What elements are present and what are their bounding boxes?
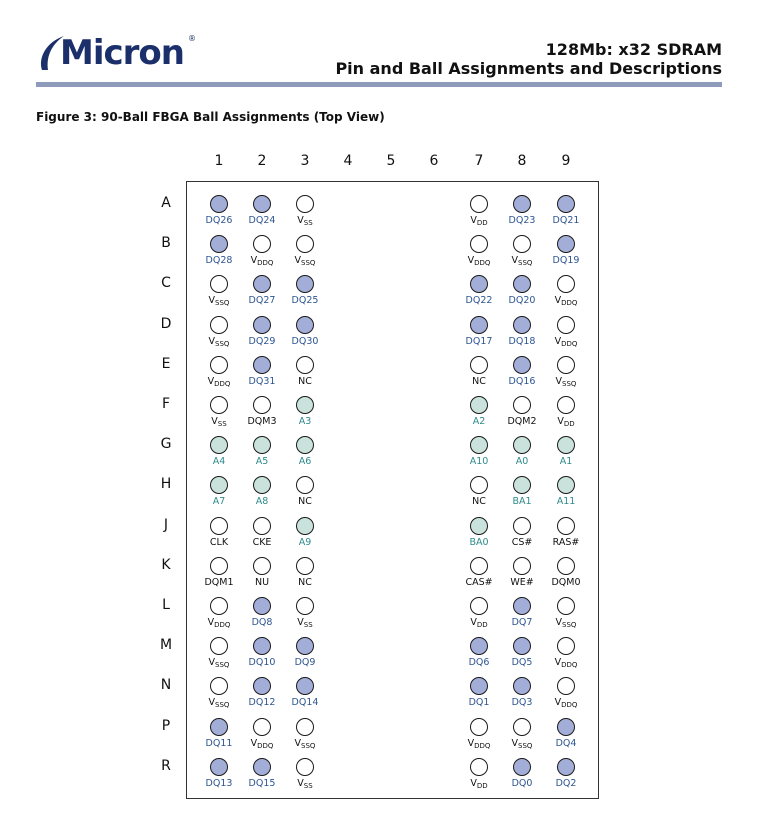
ball-signal-label: $V_{SSQ}$ [511,255,533,268]
row-label-E: E [161,355,171,372]
ball-signal-label: DQ6 [468,657,490,669]
ball-signal-label: $V_{DDQ}$ [554,295,578,308]
ball-signal-label: DQ24 [248,215,276,226]
ball-signal-label: DQ10 [248,657,276,669]
column-label-6: 6 [429,153,439,169]
ball-signal-label: DQ3 [511,697,533,709]
ball-signal-label: $V_{SSQ}$ [511,737,533,750]
ball-L8 [513,597,531,615]
ball-signal-label: $V_{SSQ}$ [208,335,230,348]
ball-signal-label: $V_{SSQ}$ [294,737,316,750]
ball-D8 [513,316,531,334]
ball-K3 [296,557,314,575]
column-label-5: 5 [386,153,396,169]
row-label-N: N [160,677,172,694]
ball-D1 [210,316,228,334]
ball-F3 [296,396,314,414]
ball-signal-label: DQ4 [555,737,577,749]
row-label-G: G [160,436,172,453]
ball-R8 [513,758,531,776]
ball-signal-label: $V_{DDQ}$ [467,255,491,268]
row-label-D: D [160,315,172,332]
row-label-P: P [161,717,171,734]
ball-E9 [557,356,575,374]
row-label-A: A [161,195,171,211]
ball-R2 [253,758,271,776]
ball-E8 [513,356,531,374]
column-label-8: 8 [517,153,527,169]
ball-signal-label: $V_{DDQ}$ [207,617,231,629]
ball-signal-label: A5 [255,456,269,468]
ball-signal-label: DQ13 [205,777,233,789]
ball-signal-label: $V_{SS}$ [211,416,227,428]
ball-signal-label: DQ20 [508,295,536,307]
ball-F1 [210,396,228,414]
ball-signal-label: A2 [472,416,486,427]
ball-A9 [557,195,575,213]
ball-P1 [210,718,228,736]
ball-signal-label: $V_{DDQ}$ [250,737,274,750]
ball-K8 [513,557,531,575]
row-label-C: C [161,275,171,292]
ball-signal-label: DQ22 [465,295,493,307]
ball-signal-label: DQ19 [552,255,580,267]
ball-K7 [470,557,488,575]
ball-signal-label: A11 [556,496,576,508]
ball-D9 [557,316,575,334]
ball-signal-label: NC [472,375,486,387]
ball-signal-label: DQ30 [291,335,319,347]
ball-R7 [470,758,488,776]
row-label-B: B [161,235,171,252]
ball-signal-label: NC [298,375,312,387]
ball-signal-label: WE# [510,576,534,588]
ball-signal-label: DQM1 [204,576,234,588]
ball-signal-label: DQ27 [248,295,276,307]
header-rule [36,82,722,87]
header-title-line1: 128Mb: x32 SDRAM [545,40,722,59]
column-label-7: 7 [474,153,484,169]
ball-signal-label: $V_{SSQ}$ [208,295,230,308]
ball-signal-label: DQ1 [468,697,490,709]
ball-J7 [470,517,488,535]
column-label-2: 2 [257,153,267,169]
ball-signal-label: DQ0 [511,777,533,789]
ball-signal-label: DQ25 [291,295,319,307]
ball-L9 [557,597,575,615]
ball-P8 [513,718,531,736]
ball-E1 [210,356,228,374]
ball-signal-label: DQ8 [251,617,273,628]
ball-signal-label: $V_{DD}$ [557,416,575,428]
ball-signal-label: $V_{DDQ}$ [207,375,231,388]
ball-E7 [470,356,488,374]
ball-J1 [210,517,228,535]
ball-F9 [557,396,575,414]
ball-signal-label: DQ12 [248,697,276,709]
registered-mark: ® [188,34,196,43]
ball-signal-label: DQ23 [508,215,536,226]
ball-A1 [210,195,228,213]
ball-signal-label: NC [298,496,312,508]
row-label-H: H [160,476,172,493]
column-label-9: 9 [561,153,571,169]
ball-signal-label: DQ17 [465,335,493,347]
ball-signal-label: DQ31 [248,375,276,387]
column-label-3: 3 [300,153,310,169]
ball-E3 [296,356,314,374]
ball-D3 [296,316,314,334]
ball-R1 [210,758,228,776]
ball-signal-label: $V_{SS}$ [297,777,313,790]
ball-signal-label: DQ15 [248,777,276,789]
ball-signal-label: DQ29 [248,335,276,347]
ball-K9 [557,557,575,575]
ball-signal-label: $V_{SSQ}$ [555,375,577,388]
ball-signal-label: DQ9 [294,657,316,669]
ball-signal-label: A0 [515,456,529,468]
ball-J2 [253,517,271,535]
ball-signal-label: RAS# [552,536,580,548]
ball-signal-label: $V_{SSQ}$ [208,657,230,670]
ball-D7 [470,316,488,334]
ball-F2 [253,396,271,414]
ball-signal-label: $V_{SS}$ [297,617,313,629]
ball-L2 [253,597,271,615]
row-label-K: K [161,556,171,573]
ball-signal-label: BA1 [512,496,532,508]
ball-P9 [557,718,575,736]
ball-R3 [296,758,314,776]
ball-signal-label: $V_{DD}$ [470,215,488,227]
ball-A2 [253,195,271,213]
column-label-4: 4 [343,153,353,169]
ball-E2 [253,356,271,374]
ball-F8 [513,396,531,414]
ball-signal-label: DQ7 [511,617,533,628]
header-title-line2: Pin and Ball Assignments and Descriptions [335,59,722,78]
ball-L3 [296,597,314,615]
ball-P2 [253,718,271,736]
ball-signal-label: A1 [559,456,573,468]
ball-J3 [296,517,314,535]
ball-signal-label: CAS# [465,576,493,588]
ball-signal-label: DQ18 [508,335,536,347]
ball-signal-label: BA0 [469,536,489,548]
ball-A7 [470,195,488,213]
ball-signal-label: CKE [252,536,272,548]
ball-signal-label: $V_{SSQ}$ [555,617,577,629]
ball-signal-label: CLK [209,536,229,548]
ball-signal-label: A3 [298,416,312,427]
logo-text: Micron [60,33,184,73]
ball-signal-label: NU [254,576,270,588]
ball-J9 [557,517,575,535]
ball-signal-label: $V_{DDQ}$ [554,697,578,710]
ball-signal-label: DQ26 [205,215,233,226]
ball-L1 [210,597,228,615]
ball-signal-label: $V_{SS}$ [297,215,313,227]
ball-signal-label: $V_{SSQ}$ [294,255,316,268]
row-label-L: L [162,597,170,613]
ball-signal-label: A8 [255,496,269,508]
micron-logo [36,30,196,76]
ball-J8 [513,517,531,535]
ball-P3 [296,718,314,736]
ball-signal-label: A10 [469,456,489,468]
ball-P7 [470,718,488,736]
ball-R9 [557,758,575,776]
ball-signal-label: NC [298,576,312,588]
ball-signal-label: $V_{DD}$ [470,617,488,629]
figure-caption: Figure 3: 90-Ball FBGA Ball Assignments (Top View) [36,110,385,124]
ball-signal-label: A9 [298,536,312,548]
ball-signal-label: $V_{DDQ}$ [250,255,274,268]
ball-signal-label: $V_{DDQ}$ [467,737,491,750]
row-label-R: R [161,757,171,774]
ball-signal-label: A7 [212,496,226,508]
ball-signal-label: DQ5 [511,657,533,669]
ball-signal-label: DQM3 [247,416,277,427]
ball-signal-label: DQ21 [552,215,580,226]
ball-signal-label: NC [472,496,486,508]
ball-signal-label: $V_{SSQ}$ [208,697,230,710]
column-label-1: 1 [214,153,224,169]
ball-signal-label: $V_{DDQ}$ [554,335,578,348]
ball-signal-label: A6 [298,456,312,468]
document-header [335,40,722,78]
ball-signal-label: DQM2 [507,416,537,427]
ball-signal-label: DQ16 [508,375,536,387]
ball-signal-label: CS# [511,536,533,548]
ball-signal-label: DQ11 [205,737,233,749]
ball-signal-label: DQM0 [551,576,581,588]
ball-K2 [253,557,271,575]
row-label-M: M [159,637,173,654]
ball-F7 [470,396,488,414]
ball-L7 [470,597,488,615]
ball-signal-label: DQ28 [205,255,233,267]
ball-A8 [513,195,531,213]
ball-K1 [210,557,228,575]
ball-signal-label: A4 [212,456,226,468]
ball-signal-label: $V_{DD}$ [470,777,488,790]
ball-signal-label: DQ2 [555,777,577,789]
ball-A3 [296,195,314,213]
ball-signal-label: $V_{DDQ}$ [554,657,578,670]
row-label-F: F [161,396,171,412]
row-label-J: J [163,516,169,533]
ball-D2 [253,316,271,334]
ball-signal-label: DQ14 [291,697,319,709]
